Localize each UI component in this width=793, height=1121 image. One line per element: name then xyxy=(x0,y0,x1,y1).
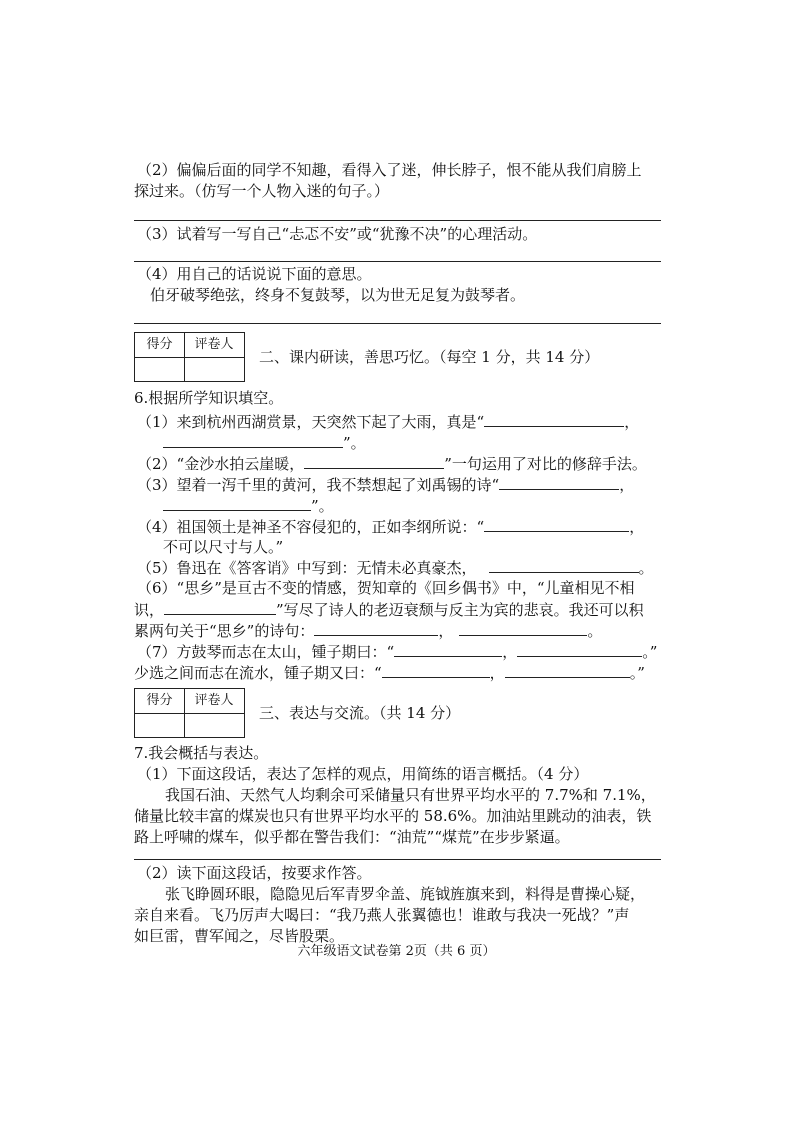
q6-item7-line2: 少选之间而志在流水，锺子期又曰：“ ， 。” xyxy=(134,664,645,682)
fill-blank[interactable] xyxy=(499,474,619,490)
q7-item2-title: （2）读下面这段话，按要求作答。 xyxy=(137,864,372,882)
fill-blank[interactable] xyxy=(164,599,276,615)
q6-item7-line1: （7）方鼓琴而志在太山，锺子期曰：“ ， 。” xyxy=(137,643,658,661)
q5-item3: （3）试着写一写自己“忐忑不安”或“犹豫不决”的心理活动。 xyxy=(137,225,538,243)
fill-blank[interactable] xyxy=(484,411,624,427)
q6-item3-line1: （3）望着一泻千里的黄河，我不禁想起了刘禹锡的诗“ ， xyxy=(137,476,635,494)
q7-item2-para-line3: 如巨雷，曹军闻之，尽皆股栗。 xyxy=(134,927,345,945)
fill-blank[interactable] xyxy=(304,453,444,469)
answer-line[interactable] xyxy=(134,859,661,860)
q7-item1-para-line2: 储量比较丰富的煤炭也只有世界平均水平的 58.6%。加油站里跳动的油表，铁 xyxy=(134,807,652,825)
answer-line[interactable] xyxy=(134,323,661,324)
q6-item5: （5）鲁迅在《答客诮》中写到：无情未必真豪杰， 。 xyxy=(137,559,654,577)
fill-blank[interactable] xyxy=(382,662,490,678)
q7-stem: 7.我会概括与表达。 xyxy=(134,744,269,762)
q6-item4-line1: （4）祖国领土是神圣不容侵犯的，正如李纲所说：“ ， xyxy=(137,518,645,536)
q5-item4-line1: （4）用自己的话说说下面的意思。 xyxy=(137,265,372,283)
answer-line[interactable] xyxy=(134,220,661,221)
score-box xyxy=(134,332,245,382)
q7-item2-para-line1: 张飞睁圆环眼，隐隐见后军青罗伞盖、旄钺旌旗来到，料得是曹操心疑， xyxy=(165,885,646,903)
fill-blank[interactable] xyxy=(517,641,642,657)
fill-blank[interactable] xyxy=(314,620,438,636)
q7-item2-para-line2: 亲自来看。飞乃厉声大喝曰：“我乃燕人张翼德也！谁敢与我决一死战？”声 xyxy=(134,906,630,924)
q6-stem: 6.根据所学知识填空。 xyxy=(134,389,284,407)
section2-title: 二、课内研读，善思巧忆。（每空 1 分，共 14 分） xyxy=(259,348,600,366)
q7-item1-title: （1）下面这段话，表达了怎样的观点，用简练的语言概括。（4 分） xyxy=(137,765,589,783)
fill-blank[interactable] xyxy=(484,516,629,532)
q6-item1-line1: （1）来到杭州西湖赏景，天突然下起了大雨，真是“ ， xyxy=(137,413,640,431)
fill-blank[interactable] xyxy=(394,641,502,657)
q6-item2: （2）“金沙水拍云崖暖， ”一句运用了对比的修辞手法。 xyxy=(137,455,647,473)
q6-item6-line2: 识， ”写尽了诗人的老迈衰颓与反主为宾的悲哀。我还可以积 xyxy=(134,601,644,619)
score-label: 得分 xyxy=(146,693,173,708)
fill-blank[interactable] xyxy=(163,495,311,511)
q6-item3-line2: ”。 xyxy=(163,495,334,516)
q6-item4-line2: 不可以尺寸与人。” xyxy=(163,538,284,556)
grader-label: 评卷人 xyxy=(194,693,234,708)
q7-item1-para-line1: 我国石油、天然气人均剩余可采储量只有世界平均水平的 7.7%和 7.1%， xyxy=(165,786,656,804)
score-label: 得分 xyxy=(146,337,173,352)
q5-item4-line2: 伯牙破琴绝弦，终身不复鼓琴，以为世无足复为鼓琴者。 xyxy=(150,286,526,304)
fill-blank[interactable] xyxy=(163,432,343,448)
score-box xyxy=(134,688,245,738)
grader-label: 评卷人 xyxy=(194,337,234,352)
q6-item1-line2: ”。 xyxy=(163,432,366,453)
q5-item2-line1: （2）偏偏后面的同学不知趣，看得入了迷，伸长脖子，恨不能从我们肩膀上 xyxy=(137,161,642,179)
answer-line[interactable] xyxy=(134,261,661,262)
q6-item6-line3: 累两句关于“思乡”的诗句： ， 。 xyxy=(134,622,603,640)
q5-item2-line2: 探过来。（仿写一个人物入迷的句子。） xyxy=(134,182,390,200)
fill-blank[interactable] xyxy=(459,620,587,636)
q6-item6-line1: （6）“思乡”是亘古不变的情感，贺知章的《回乡偶书》中，“儿童相见不相 xyxy=(137,579,635,597)
fill-blank[interactable] xyxy=(505,662,630,678)
section3-title: 三、表达与交流。（共 14 分） xyxy=(259,704,461,722)
page-footer: 六年级语文试卷第 2页（共 6 页） xyxy=(297,944,496,959)
q7-item1-para-line3: 路上呼啸的煤车，似乎都在警告我们：“油荒”“煤荒”在步步紧逼。 xyxy=(134,828,570,846)
fill-blank[interactable] xyxy=(489,557,639,573)
